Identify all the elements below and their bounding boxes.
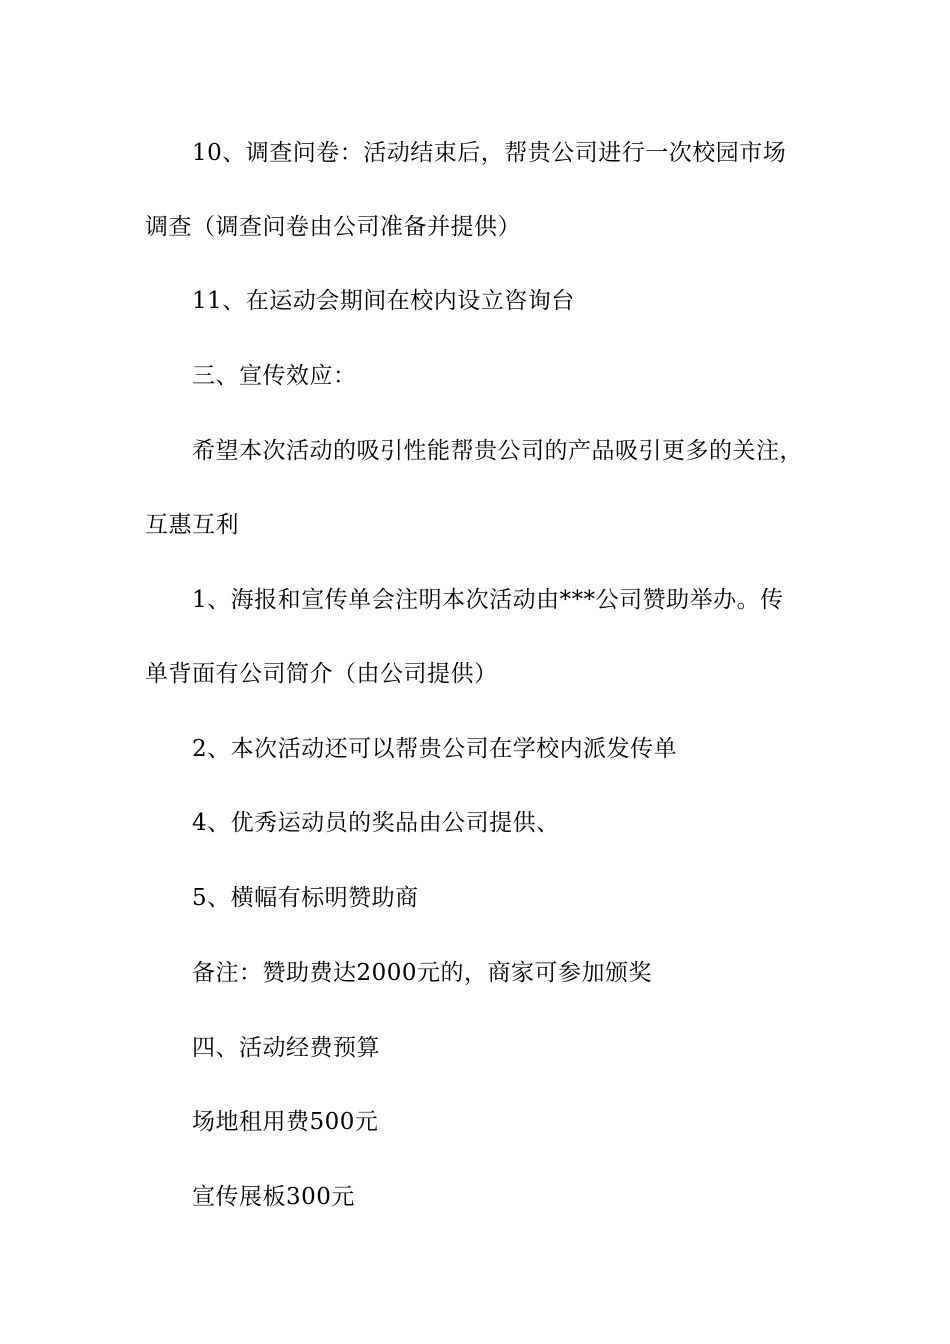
text-line-venue-fee: 场地租用费500元 [192,1109,379,1135]
section-heading-publicity: 三、宣传效应： [192,363,357,389]
text-line-survey-cont: 调查（调查问卷由公司准备并提供） [145,214,521,240]
text-line-banner: 5、横幅有标明赞助商 [192,885,419,911]
text-line-prizes: 4、优秀运动员的奖品由公司提供、 [192,810,560,836]
text-line-hope: 希望本次活动的吸引性能帮贵公司的产品吸引更多的关注， [192,438,803,464]
text-line-note: 备注：赞助费达2000元的，商家可参加颁奖 [192,960,653,986]
text-line-hope-cont: 互惠互利 [145,512,239,538]
text-line-flyers: 2、本次活动还可以帮贵公司在学校内派发传单 [192,736,678,762]
text-line-survey: 10、调查问卷：活动结束后，帮贵公司进行一次校园市场 [192,140,787,166]
text-line-poster: 1、海报和宣传单会注明本次活动由***公司赞助举办。传 [192,587,784,613]
text-line-display-board: 宣传展板300元 [192,1184,355,1210]
section-heading-budget: 四、活动经费预算 [192,1035,380,1061]
text-line-poster-cont: 单背面有公司简介（由公司提供） [145,661,498,687]
text-line-consult-desk: 11、在运动会期间在校内设立咨询台 [192,288,575,314]
